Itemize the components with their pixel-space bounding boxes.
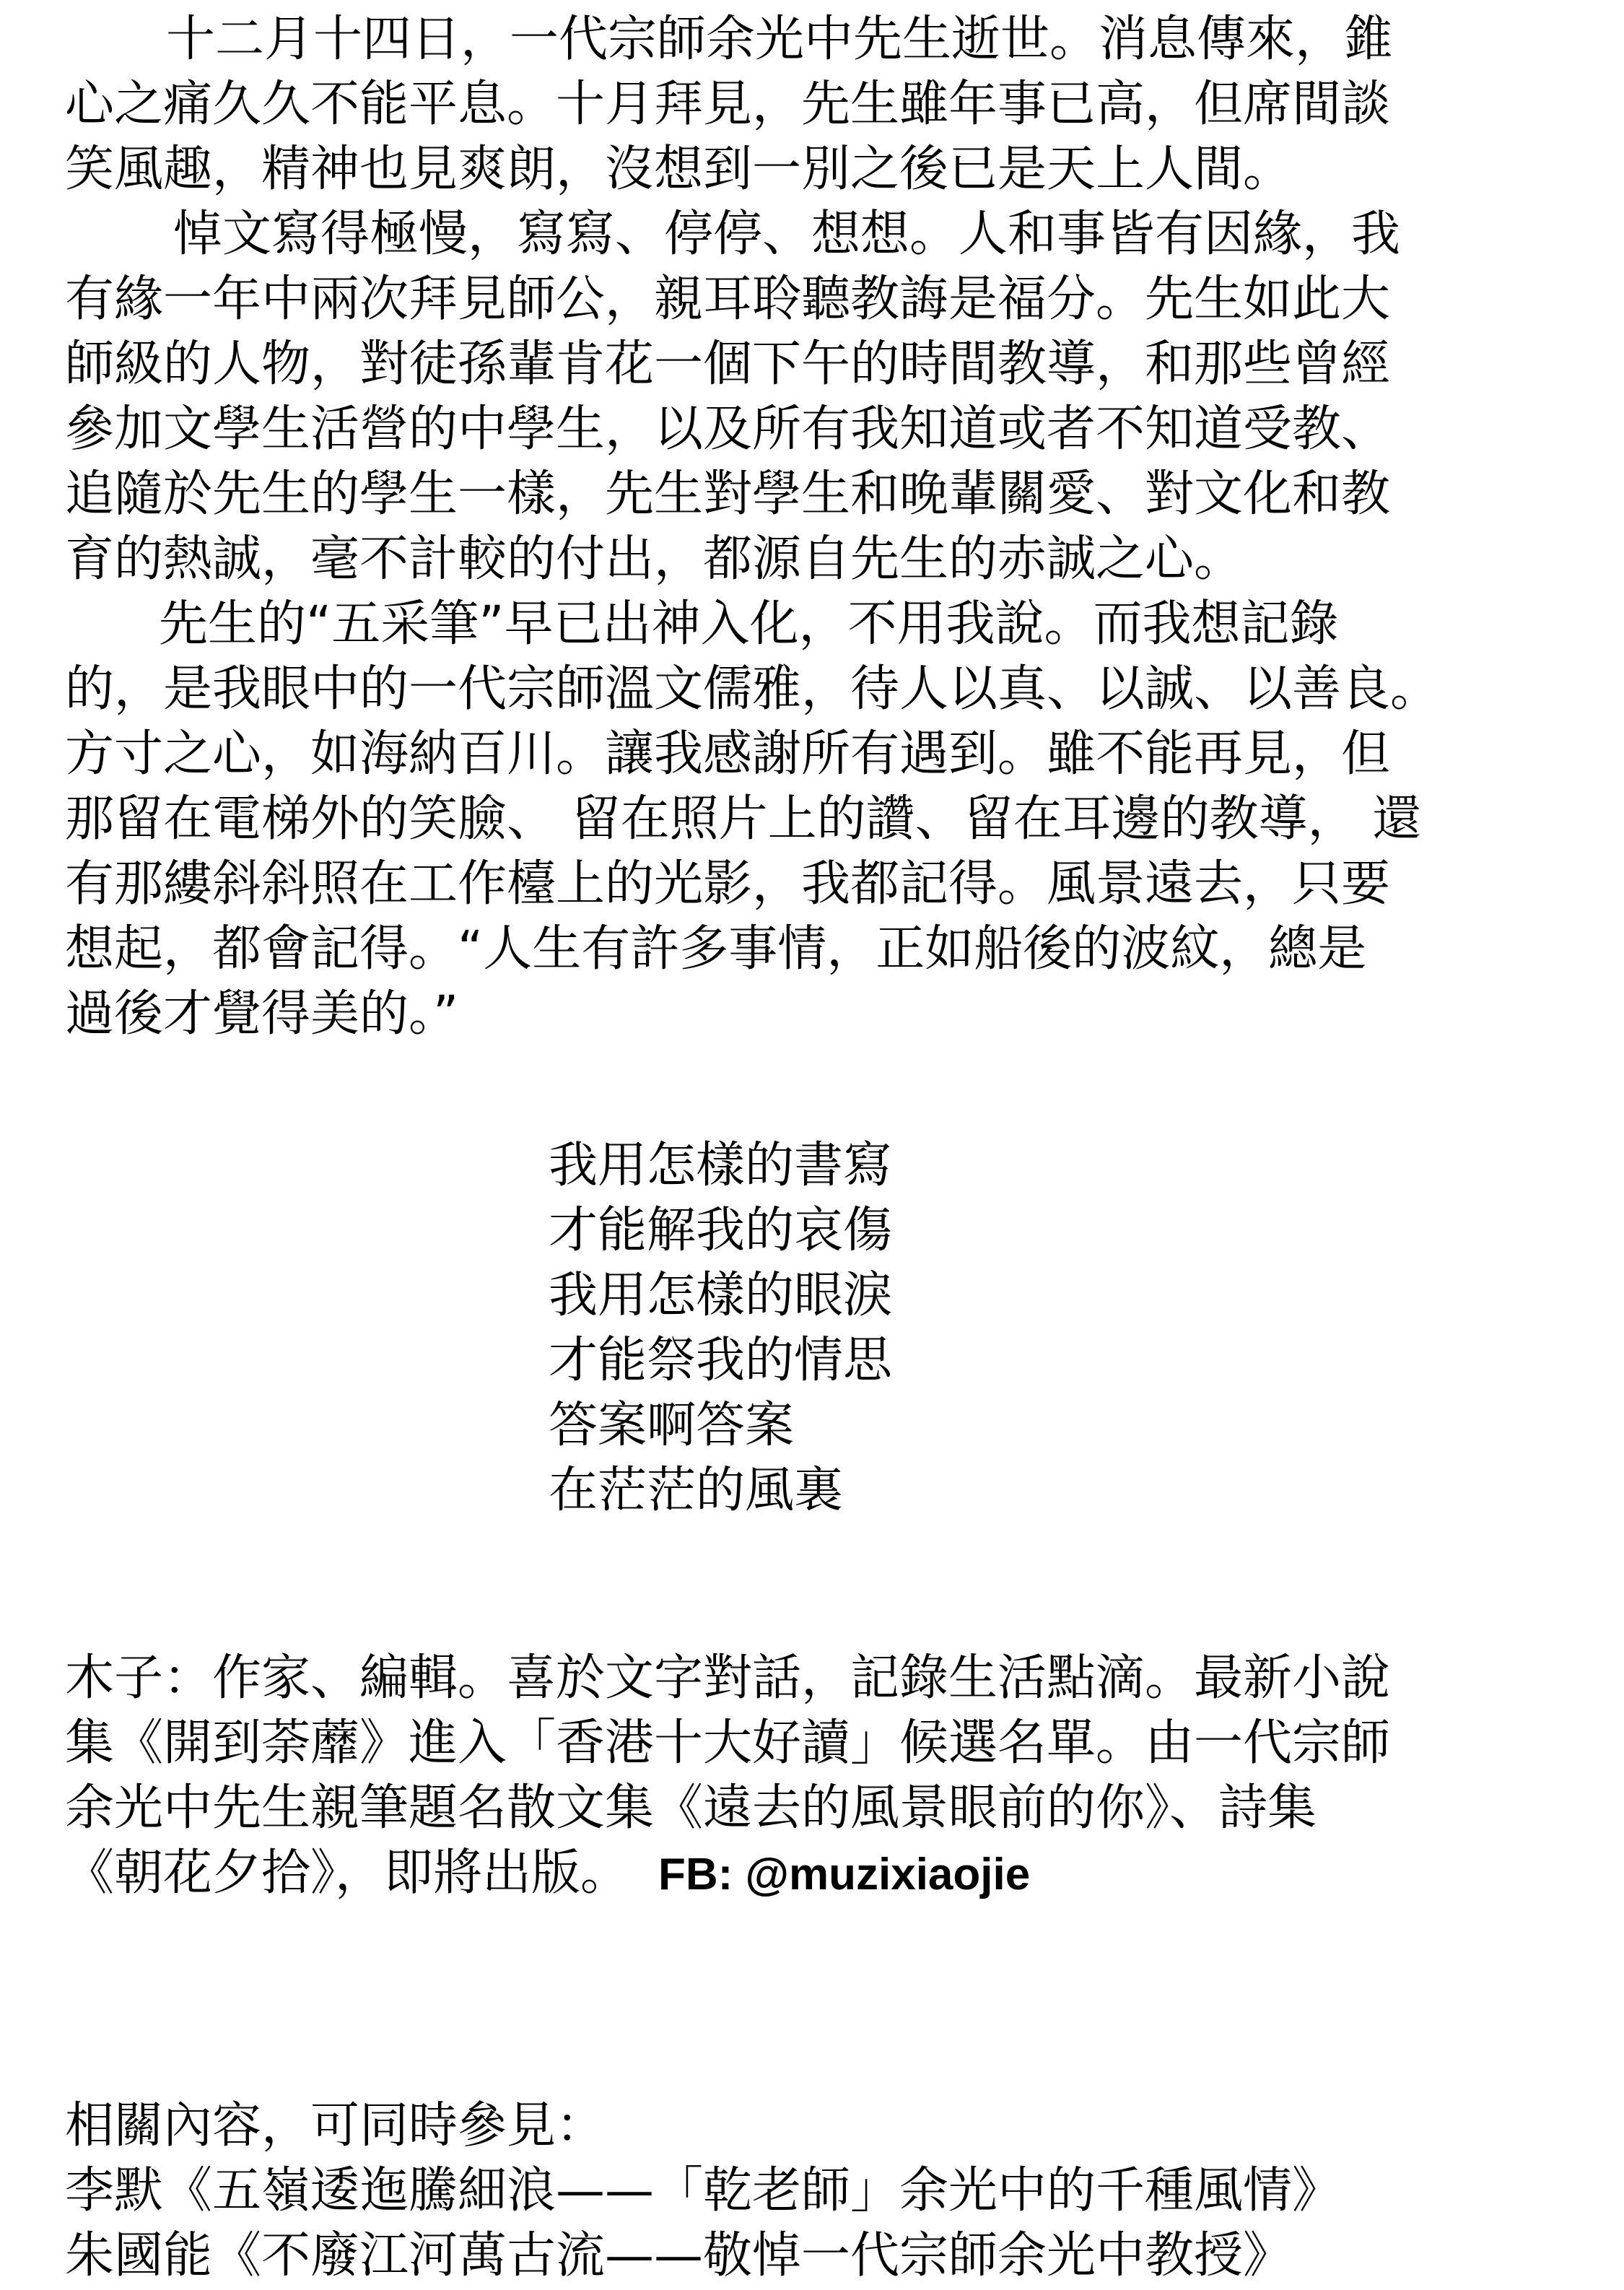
- paragraph-2-line-1: 悼文寫得極慢，寫寫、停停、想想。人和事皆有因緣，我: [173, 206, 1401, 263]
- paragraph-3-line-2: 的，是我眼中的一代宗師溫文儒雅，待人以真、以誠、以善良。: [65, 661, 1440, 718]
- related-link-2[interactable]: 朱國能《不廢江河萬古流——敬悼一代宗師余光中教授》: [65, 2227, 1293, 2284]
- paragraph-1-line-1: 十二月十四日，一代宗師余光中先生逝世。消息傳來，錐: [166, 11, 1394, 68]
- bio-line-1: 木子：作家、編輯。喜於文字對話，記錄生活點滴。最新小說: [65, 1650, 1391, 1707]
- related-heading: 相關內容，可同時參見：: [65, 2097, 606, 2154]
- paragraph-3-line-4: 那留在電梯外的笑臉、 留在照片上的讚、留在耳邊的教導， 還: [65, 791, 1422, 848]
- paragraph-3-line-3: 方寸之心，如海納百川。讓我感謝所有遇到。雖不能再見，但: [65, 726, 1391, 783]
- poem-line-2: 才能解我的哀傷: [549, 1202, 893, 1259]
- paragraph-2-line-6: 育的熱誠，毫不計較的付出，都源自先生的赤誠之心。: [65, 531, 1244, 588]
- bio-line-4: [65, 1841, 1030, 1906]
- poem-line-4: 才能祭我的情思: [549, 1332, 893, 1389]
- paragraph-2-line-3: 師級的人物，對徒孫輩肯花一個下午的時間教導，和那些曾經: [65, 336, 1391, 393]
- paragraph-2-line-5: 追隨於先生的學生一樣，先生對學生和晚輩關愛、對文化和教: [65, 466, 1391, 523]
- poem-line-3: 我用怎樣的眼淚: [549, 1267, 893, 1324]
- bio-line-4-text: 《朝花夕拾》，即將出版。: [65, 1845, 630, 1902]
- poem-line-6: 在茫茫的風裏: [549, 1462, 844, 1519]
- paragraph-1-line-3: 笑風趣，精神也見爽朗，沒想到一別之後已是天上人間。: [65, 141, 1293, 198]
- paragraph-2-line-2: 有緣一年中兩次拜見師公，親耳聆聽教誨是福分。先生如此大: [65, 271, 1391, 328]
- poem-line-5: 答案啊答案: [549, 1397, 795, 1454]
- facebook-handle: FB: @muzixiaojie: [658, 1850, 1031, 1899]
- related-link-1[interactable]: 李默《五嶺逶迤騰細浪——「乾老師」余光中的千種風情》: [65, 2162, 1342, 2219]
- paragraph-1-line-2: 心之痛久久不能平息。十月拜見，先生雖年事已高，但席間談: [65, 76, 1391, 133]
- paragraph-3-line-5: 有那縷斜斜照在工作檯上的光影，我都記得。風景遠去，只要: [65, 856, 1391, 913]
- poem-line-1: 我用怎樣的書寫: [549, 1137, 893, 1194]
- paragraph-2-line-4: 參加文學生活營的中學生，以及所有我知道或者不知道受教、: [65, 401, 1391, 458]
- paragraph-3-line-6: 想起，都會記得。“人生有許多事情，正如船後的波紋，總是: [65, 920, 1367, 978]
- bio-line-3: 余光中先生親筆題名散文集《遠去的風景眼前的你》、詩集: [65, 1780, 1317, 1837]
- bio-line-2: 集《開到荼蘼》進入「香港十大好讀」候選名單。由一代宗師: [65, 1715, 1391, 1772]
- paragraph-3-line-7: 過後才覺得美的。”: [65, 985, 459, 1042]
- paragraph-3-line-1: 先生的“五采筆”早已出神入化，不用我說。而我想記錄: [159, 596, 1339, 653]
